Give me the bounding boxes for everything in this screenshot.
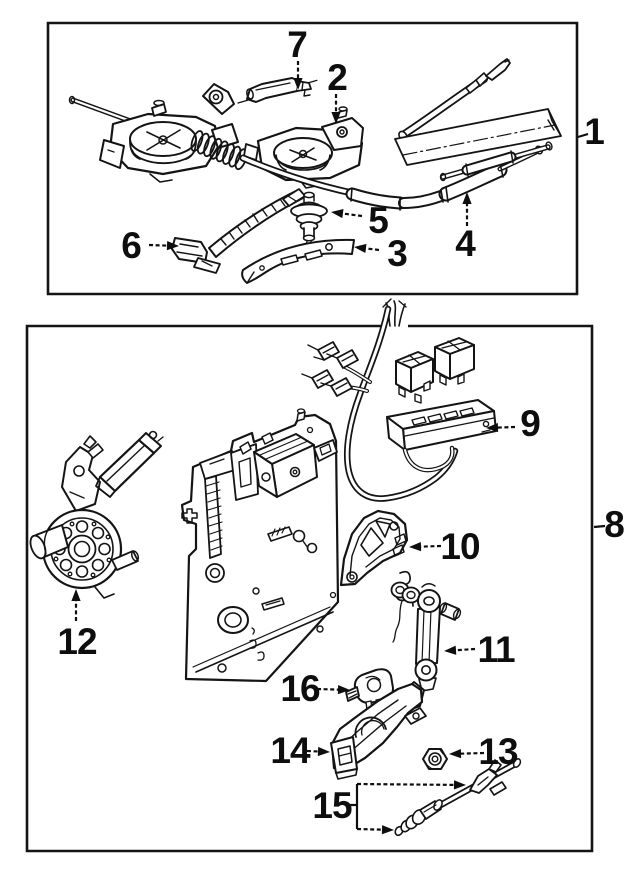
callout-5 bbox=[331, 200, 388, 241]
part-12-drawing bbox=[27, 432, 163, 599]
callout-arrowhead bbox=[331, 209, 343, 218]
callout-leader-line bbox=[149, 245, 169, 246]
part-number-4: 4 bbox=[455, 223, 475, 264]
part-7-drawing bbox=[238, 78, 318, 103]
callout-10 bbox=[409, 526, 480, 567]
callout-1 bbox=[578, 111, 604, 152]
spring-bushing-drawing bbox=[392, 572, 420, 642]
part-number-5: 5 bbox=[368, 200, 388, 241]
part-number-10: 10 bbox=[440, 526, 480, 567]
callout-4 bbox=[455, 192, 476, 264]
callout-arrowhead bbox=[454, 780, 466, 789]
part-number-14: 14 bbox=[270, 730, 310, 771]
drive-unit-left-drawing bbox=[70, 84, 249, 182]
part-number-2: 2 bbox=[327, 57, 347, 98]
part-number-11: 11 bbox=[477, 629, 515, 670]
part-number-16: 16 bbox=[280, 668, 320, 709]
part-10-drawing bbox=[341, 511, 407, 585]
callout-16 bbox=[280, 668, 350, 709]
callout-leader-line bbox=[496, 427, 515, 428]
callout-leader-line bbox=[357, 829, 384, 830]
part-3-drawing bbox=[242, 240, 354, 283]
part-number-1: 1 bbox=[584, 111, 604, 152]
strip-drawing bbox=[395, 109, 561, 165]
callout-leader-line bbox=[341, 213, 362, 216]
callout-8 bbox=[594, 504, 624, 545]
mounting-panel-drawing bbox=[182, 409, 338, 681]
callout-13 bbox=[449, 731, 518, 772]
part-13-drawing bbox=[423, 749, 447, 769]
callout-14 bbox=[270, 730, 330, 771]
callout-arrowhead bbox=[71, 589, 80, 601]
callout-6 bbox=[121, 225, 179, 266]
callout-11 bbox=[444, 629, 515, 670]
part-number-6: 6 bbox=[121, 225, 141, 266]
part-2-drawing bbox=[244, 107, 363, 188]
callout-arrowhead bbox=[318, 747, 330, 756]
part-number-7: 7 bbox=[287, 24, 307, 65]
callout-arrowhead bbox=[354, 244, 366, 253]
part-number-3: 3 bbox=[387, 233, 407, 274]
callout-leader-line bbox=[419, 546, 441, 547]
part-number-13: 13 bbox=[478, 731, 518, 772]
callout-leader-line bbox=[364, 248, 379, 250]
part-number-15: 15 bbox=[312, 785, 352, 826]
callout-leader-line bbox=[317, 689, 340, 690]
callout-leader-line bbox=[454, 649, 475, 650]
callout-arrowhead bbox=[449, 749, 461, 758]
part-number-9: 9 bbox=[520, 403, 540, 444]
part-number-8: 8 bbox=[604, 504, 624, 545]
part-number-12: 12 bbox=[57, 621, 97, 662]
callout-arrowhead bbox=[444, 646, 456, 655]
callout-arrowhead bbox=[382, 825, 394, 834]
upper-assembly-drawing bbox=[70, 59, 562, 283]
callout-12 bbox=[57, 589, 97, 662]
callout-arrowhead bbox=[409, 542, 421, 551]
callout-leader-line bbox=[357, 784, 456, 785]
part-11-drawing bbox=[416, 584, 462, 691]
